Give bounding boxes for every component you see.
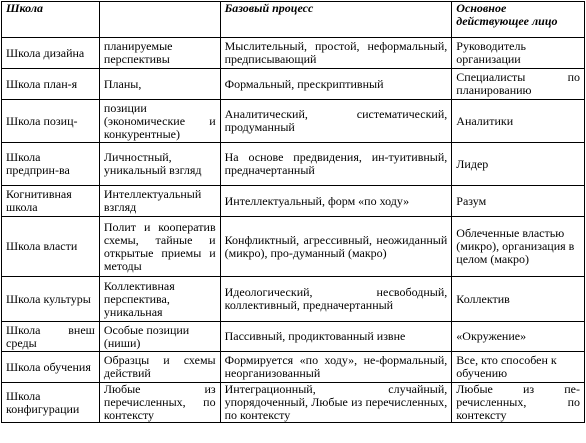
cell-process: Пассивный, продиктованный извне (220, 322, 452, 352)
cell-result: Образцы и схемы действий (99, 352, 220, 383)
cell-result: Коллективная перспектива, уникальная (99, 277, 220, 322)
table-row (2, 186, 585, 217)
header-school: Школа (2, 2, 100, 38)
header-row (2, 2, 585, 38)
cell-actor: «Окружение» (452, 322, 585, 352)
table-row (2, 38, 585, 69)
cell-process: На основе предвидения, ин-туитивный, предначертанный (220, 143, 452, 186)
table-row (2, 277, 585, 322)
table-row (2, 217, 585, 277)
cell-school: Школа предприн-ва (2, 143, 100, 186)
cell-process: Интеграционный, случайный, упорядоченный, Любые из перечисленных, по контексту (220, 383, 452, 423)
cell-process: Идеологический, несвободный, коллективный, предначертанный (220, 277, 452, 322)
cell-actor: Разум (452, 186, 585, 217)
table-row (2, 100, 585, 143)
cell-result: Личностный, уникальный взгляд (99, 143, 220, 186)
cell-school: Школа культуры (2, 277, 100, 322)
header-empty (99, 2, 220, 38)
cell-actor: Облеченные властью (микро), организация в целом (макро) (452, 217, 585, 277)
cell-actor: Коллектив (452, 277, 585, 322)
table-row (2, 143, 585, 186)
header-process: Базовый процесс (220, 2, 452, 38)
cell-result: Планы, (99, 69, 220, 100)
cell-actor: Аналитики (452, 100, 585, 143)
cell-actor: Лидер (452, 143, 585, 186)
header-actor: Основное действующее лицо (452, 2, 585, 38)
cell-school: Школа обучения (2, 352, 100, 383)
table-row (2, 69, 585, 100)
strategy-schools-table (1, 1, 585, 423)
cell-actor: Специалисты по планированию (452, 69, 585, 100)
cell-school: Когнитивная школа (2, 186, 100, 217)
cell-school: Школа план-я (2, 69, 100, 100)
cell-actor: Все, кто способен к обучению (452, 352, 585, 383)
cell-result: Особые позиции (ниши) (99, 322, 220, 352)
cell-school: Школа власти (2, 217, 100, 277)
cell-process: Мыслительный, простой, неформальный, предписывающий (220, 38, 452, 69)
cell-school: Школа внеш среды (2, 322, 100, 352)
cell-process: Формальный, прескриптивный (220, 69, 452, 100)
table-row (2, 352, 585, 383)
cell-process: Конфликтный, агрессивный, неожиданный (микро), про-думанный (макро) (220, 217, 452, 277)
cell-result: Любые из перечисленных, по контексту (99, 383, 220, 423)
cell-result: планируемые перспективы (99, 38, 220, 69)
cell-actor: Любые из пе-речисленных, по контексту (452, 383, 585, 423)
cell-school: Школа конфигурации (2, 383, 100, 423)
cell-school: Школа позиц- (2, 100, 100, 143)
cell-result: позиции (экономические и конкурентные) (99, 100, 220, 143)
cell-process: Формируется «по ходу», не-формальный, неорганизованный (220, 352, 452, 383)
cell-process: Интеллектуальный, форм «по ходу» (220, 186, 452, 217)
table-row (2, 383, 585, 423)
cell-process: Аналитический, систематический, продуманный (220, 100, 452, 143)
cell-school: Школа дизайна (2, 38, 100, 69)
cell-result: Полит и кооператив схемы, тайные и открытые приемы и методы (99, 217, 220, 277)
table-row (2, 322, 585, 352)
cell-actor: Руководитель организации (452, 38, 585, 69)
cell-result: Интеллектуальный взгляд (99, 186, 220, 217)
